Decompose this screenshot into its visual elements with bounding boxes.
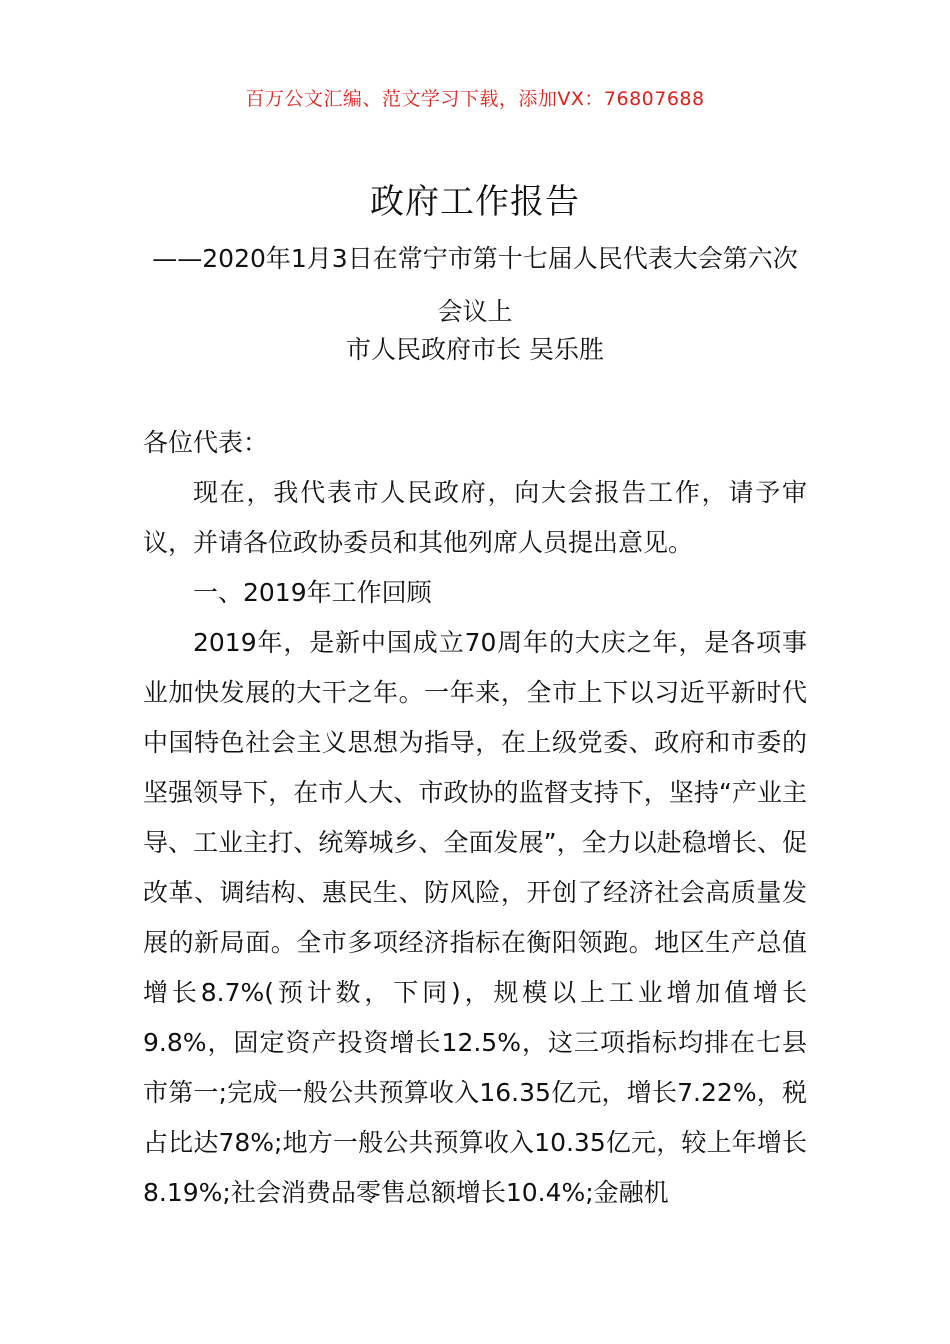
paragraph-intro: 现在，我代表市人民政府，向大会报告工作，请予审议，并请各位政协委员和其他列席人员提出意见。 xyxy=(143,478,807,557)
document-title: 政府工作报告 xyxy=(370,182,580,222)
document-author: 市人民政府市长 吴乐胜 xyxy=(346,335,604,364)
document-body xyxy=(143,418,807,1218)
section-heading: 一、2019年工作回顾 xyxy=(193,578,432,607)
document-subtitle: ——2020年1月3日在常宁市第十七届人民代表大会第六次会议上 xyxy=(152,244,798,326)
watermark-banner: 百万公文汇编、范文学习下载，添加VX：76807688 xyxy=(245,88,705,110)
paragraph-review: 2019年，是新中国成立70周年的大庆之年，是各项事业加快发展的大干之年。一年来，全市上下以习近平新时代中国特色社会主义思想为指导，在上级党委、政府和市委的坚强领导下，在市人大、市政协的监督支持下，坚持“产业主导、工业主打、统筹城乡、全面发展”，全力以赴稳增长、促改革、调结构、惠民生、防风险，开创了经济社会高质量发展的新局面。全市多项经济指标在衡阳领跑。地区生产总值增长8.7%(预计数，下同)，规模以上工业增加值增长9.8%，固定资产投资增长12.5%，这三项指标均排在七县市第一;完成一般公共预算收入16.35亿元，增长7.22%，税占比达78%;地方一般公共预算收入10.35亿元，较上年增长8.19%;社会消费品零售总额增长10.4%;金融机 xyxy=(143,628,807,1207)
salutation: 各位代表： xyxy=(143,428,269,457)
